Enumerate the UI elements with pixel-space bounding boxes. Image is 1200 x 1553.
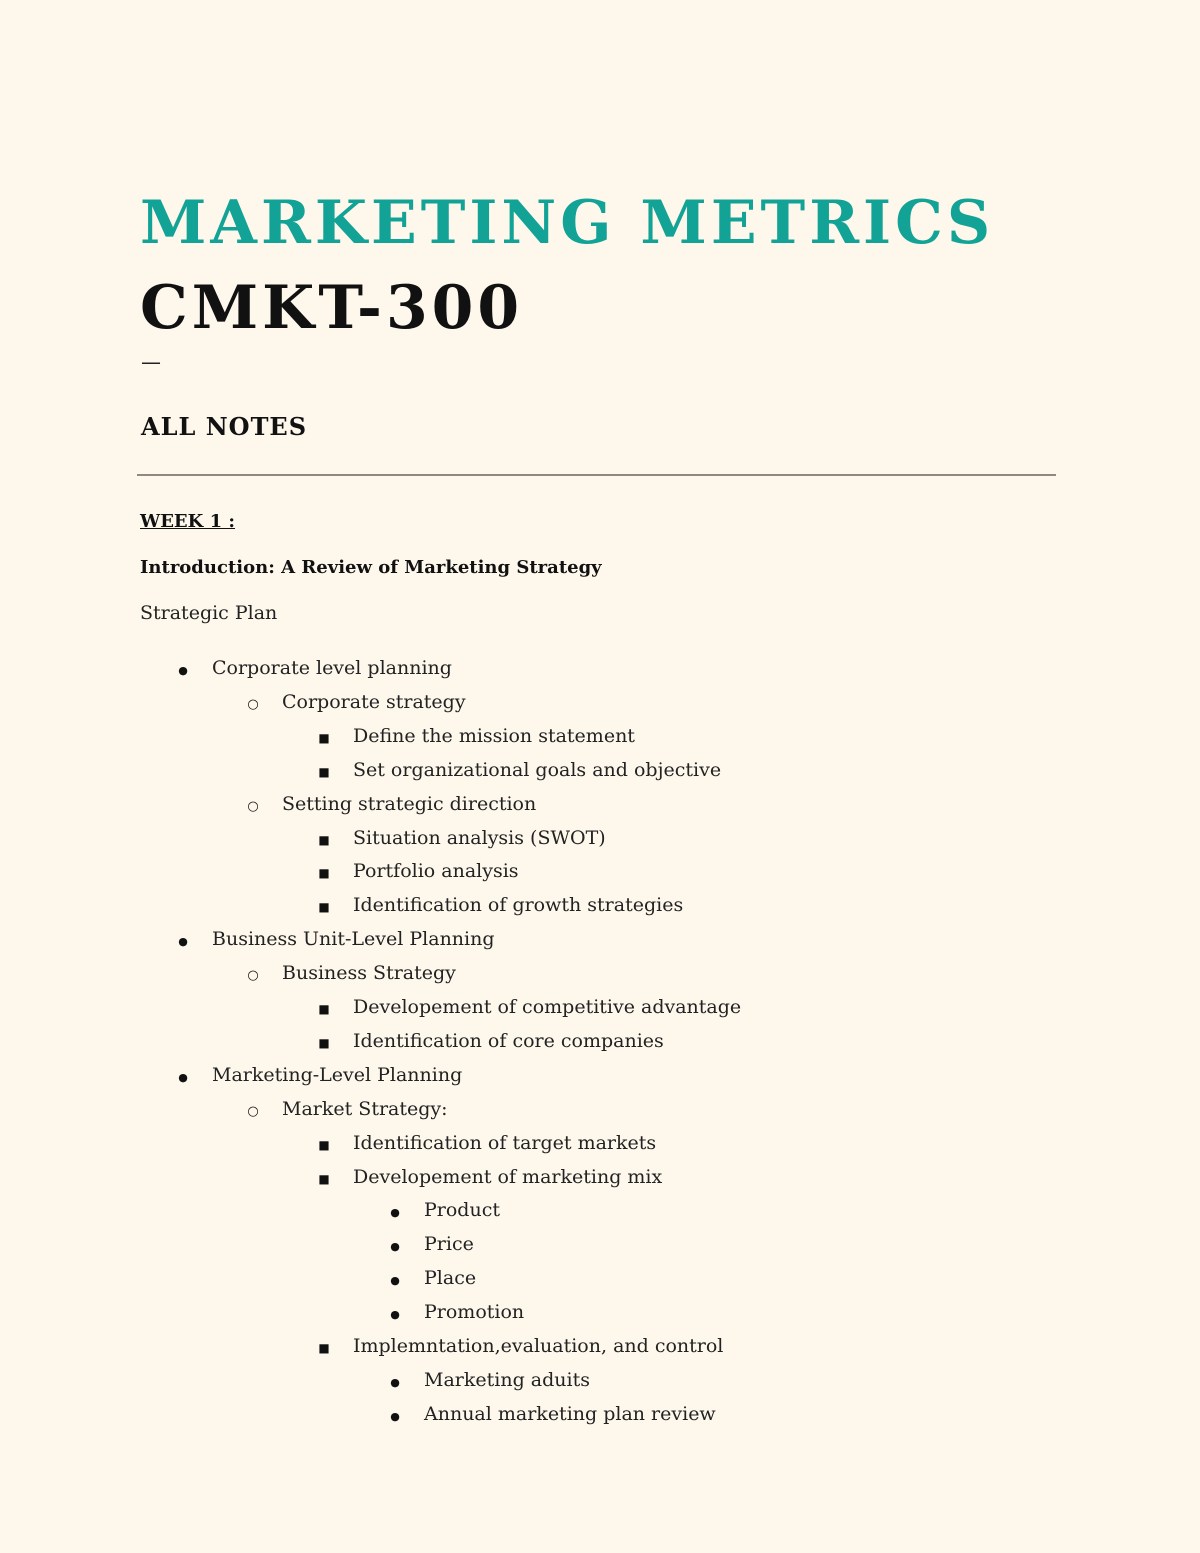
list-item-text: Corporate level planning [212,657,452,679]
list-item-text: Portfolio analysis [353,860,519,883]
circle-bullet-icon [238,685,268,722]
square-bullet-icon [309,719,339,755]
circle-bullet-icon [238,1092,268,1129]
square-bullet-icon [309,1160,339,1196]
list-item-text: Identification of target markets [353,1131,657,1154]
disc-bullet-icon [168,1058,198,1095]
week-label: WEEK 1 : [140,511,236,532]
disc-bullet-icon [380,1397,410,1434]
square-bullet-icon [309,854,339,890]
list-item-text: Marketing-Level Planning [212,1063,463,1086]
list-item-text: Developement of competitive advantage [353,996,742,1018]
list-item-text: Business Unit-Level Planning [212,928,495,951]
disc-bullet-icon [380,1295,410,1332]
list-item-text: Situation analysis (SWOT) [353,826,606,849]
list-item-text: Identification of core companies [353,1029,664,1052]
list-item-text: Implemntation,evaluation, and control [353,1335,724,1357]
list-item-text: Business Strategy [282,962,456,985]
square-bullet-icon [309,1329,339,1365]
disc-bullet-icon [380,1363,410,1400]
list-item-text: Marketing aduits [424,1368,590,1391]
square-bullet-icon [309,1126,339,1162]
intro-text: Strategic Plan [140,602,278,624]
list-item-text: Market Strategy: [282,1097,448,1120]
list-item-text: Product [424,1199,500,1222]
course-code: CMKT-300 [140,273,524,343]
disc-bullet-icon [168,922,198,959]
list-item-text: Set organizational goals and objective [353,758,722,781]
disc-bullet-icon [168,651,198,688]
circle-bullet-icon [238,787,268,824]
title-dash: — [141,350,161,374]
list-item-text: Setting strategic direction [282,792,537,815]
subtitle: ALL NOTES [141,412,308,441]
circle-bullet-icon [238,956,268,993]
list-item-text: Identification of growth strategies [353,894,684,917]
disc-bullet-icon [380,1227,410,1264]
document-title: MARKETING METRICS [140,188,995,258]
list-item-text: Place [424,1267,477,1290]
list-item-text: Define the mission statement [353,724,635,747]
list-item-text: Corporate strategy [282,690,466,713]
square-bullet-icon [309,1024,339,1060]
list-item-text: Promotion [424,1301,525,1324]
list-item-text: Developement of marketing mix [353,1165,663,1188]
list-item-text: Annual marketing plan review [424,1402,716,1425]
disc-bullet-icon [380,1193,410,1230]
disc-bullet-icon [380,1261,410,1298]
horizontal-divider [137,474,1056,476]
square-bullet-icon [309,821,339,857]
square-bullet-icon [309,990,339,1026]
list-item-text: Price [424,1233,474,1256]
square-bullet-icon [309,888,339,924]
square-bullet-icon [309,753,339,789]
section-heading: Introduction: A Review of Marketing Strategy [140,557,602,578]
